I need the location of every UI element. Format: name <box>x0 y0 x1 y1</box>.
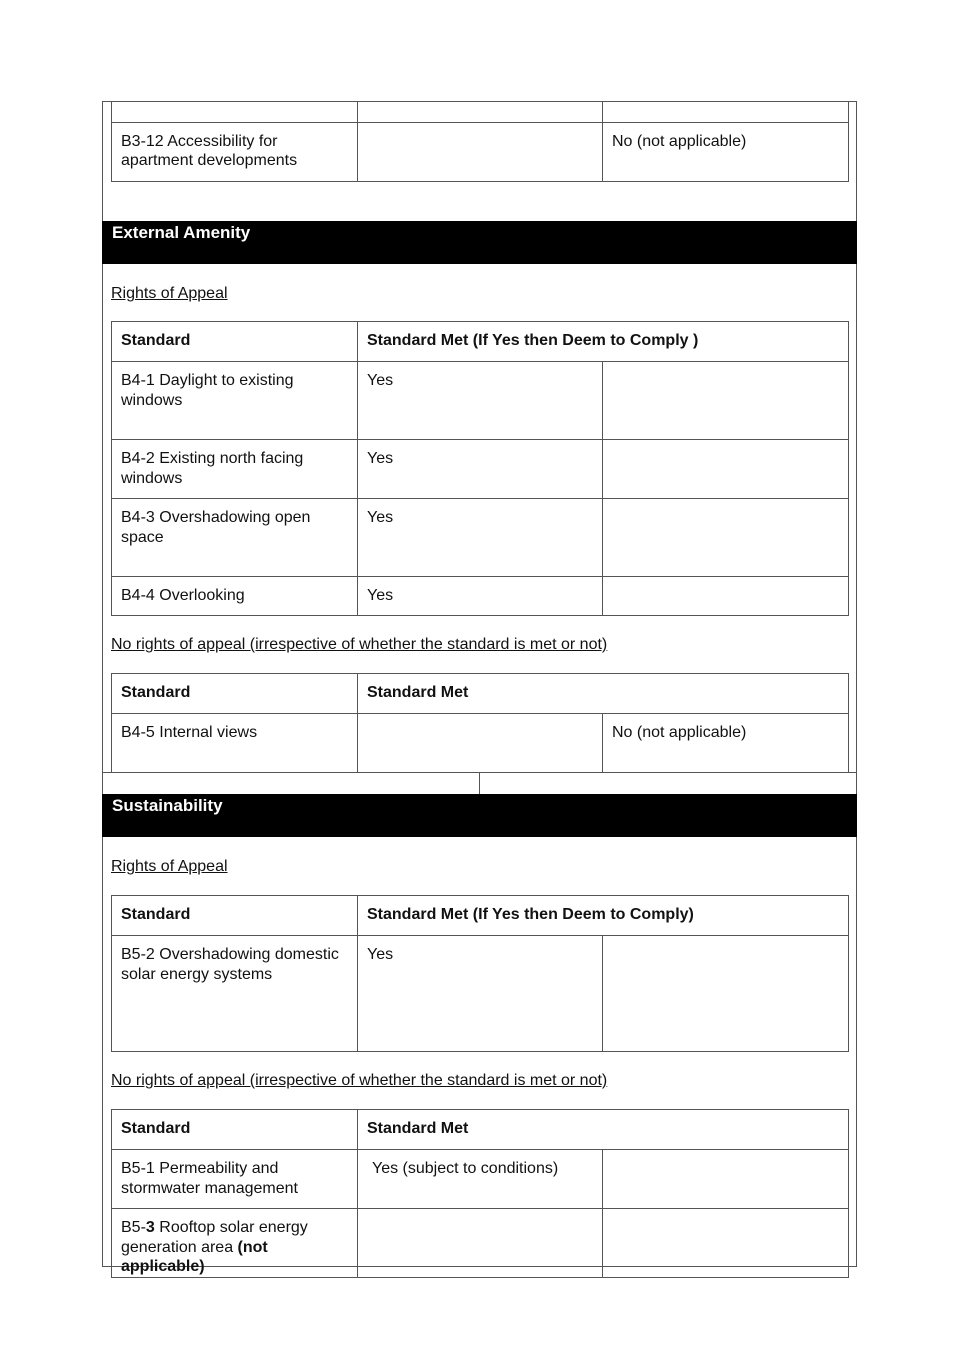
header-standard-met: Standard Met (If Yes then Deem to Comply ) <box>358 322 849 362</box>
table-row <box>112 577 849 616</box>
table-row <box>112 1150 849 1209</box>
standard-cell: B5-1 Permeability and stormwater management <box>112 1150 358 1209</box>
table-header-row <box>112 674 849 714</box>
b3-table-continued <box>111 101 849 182</box>
met-cell <box>358 122 603 181</box>
header-standard: Standard <box>112 674 358 714</box>
table-row <box>112 101 849 122</box>
standard-number: 3 <box>145 1219 155 1236</box>
note-cell <box>603 362 849 440</box>
header-standard-met: Standard Met (If Yes then Deem to Comply) <box>358 896 849 936</box>
met-cell <box>358 1209 603 1278</box>
met-cell: Yes <box>358 936 603 1052</box>
standard-cell: B4-4 Overlooking <box>112 577 358 616</box>
table-header-row <box>112 322 849 362</box>
external-amenity-no-appeal-table <box>111 673 849 773</box>
table-row <box>112 714 849 773</box>
met-cell: Yes <box>358 577 603 616</box>
note-cell <box>603 577 849 616</box>
no-rights-of-appeal-heading: No rights of appeal (irrespective of whether the standard is met or not) <box>111 1072 608 1089</box>
standard-cell: B4-3 Overshadowing open space <box>112 499 358 577</box>
note-cell <box>603 1150 849 1209</box>
standard-cell: B4-5 Internal views <box>112 714 358 773</box>
header-standard: Standard <box>112 1110 358 1150</box>
standard-cell <box>112 1209 358 1278</box>
note-cell <box>603 1209 849 1278</box>
table-row <box>112 936 849 1052</box>
standard-status: (not applicable) <box>121 1238 268 1275</box>
note-cell: No (not applicable) <box>603 714 849 773</box>
header-standard-met: Standard Met <box>358 1110 849 1150</box>
sustainability-appeal-table <box>111 895 849 1052</box>
section-heading-external-amenity: External Amenity <box>102 221 857 264</box>
met-cell: Yes (subject to conditions) <box>358 1150 603 1209</box>
sustainability-no-appeal-table <box>111 1109 849 1278</box>
section-divider <box>479 772 480 794</box>
met-cell: Yes <box>358 440 603 499</box>
table-row <box>112 499 849 577</box>
header-standard: Standard <box>112 322 358 362</box>
standard-cell: B4-1 Daylight to existing windows <box>112 362 358 440</box>
header-standard-met: Standard Met <box>358 674 849 714</box>
met-cell: Yes <box>358 499 603 577</box>
table-row <box>112 122 849 181</box>
met-cell: Yes <box>358 362 603 440</box>
note-cell <box>603 936 849 1052</box>
table-row <box>112 362 849 440</box>
no-rights-of-appeal-heading: No rights of appeal (irrespective of whether the standard is met or not) <box>111 636 608 653</box>
standard-cell: B3-12 Accessibility for apartment developments <box>112 122 358 181</box>
external-amenity-appeal-table <box>111 321 849 616</box>
rights-of-appeal-heading: Rights of Appeal <box>111 858 228 875</box>
note-cell <box>603 499 849 577</box>
table-row <box>112 1209 849 1278</box>
rights-of-appeal-heading: Rights of Appeal <box>111 285 228 302</box>
note-cell: No (not applicable) <box>603 122 849 181</box>
met-cell <box>358 714 603 773</box>
standard-cell: B4-2 Existing north facing windows <box>112 440 358 499</box>
standard-prefix: B5- <box>121 1219 146 1236</box>
section-heading-sustainability: Sustainability <box>102 794 857 837</box>
table-row <box>112 440 849 499</box>
table-header-row <box>112 1110 849 1150</box>
standard-cell: B5-2 Overshadowing domestic solar energy systems <box>112 936 358 1052</box>
table-header-row <box>112 896 849 936</box>
standard-text: Rooftop solar energy generation area <box>121 1219 308 1256</box>
header-standard: Standard <box>112 896 358 936</box>
note-cell <box>603 440 849 499</box>
